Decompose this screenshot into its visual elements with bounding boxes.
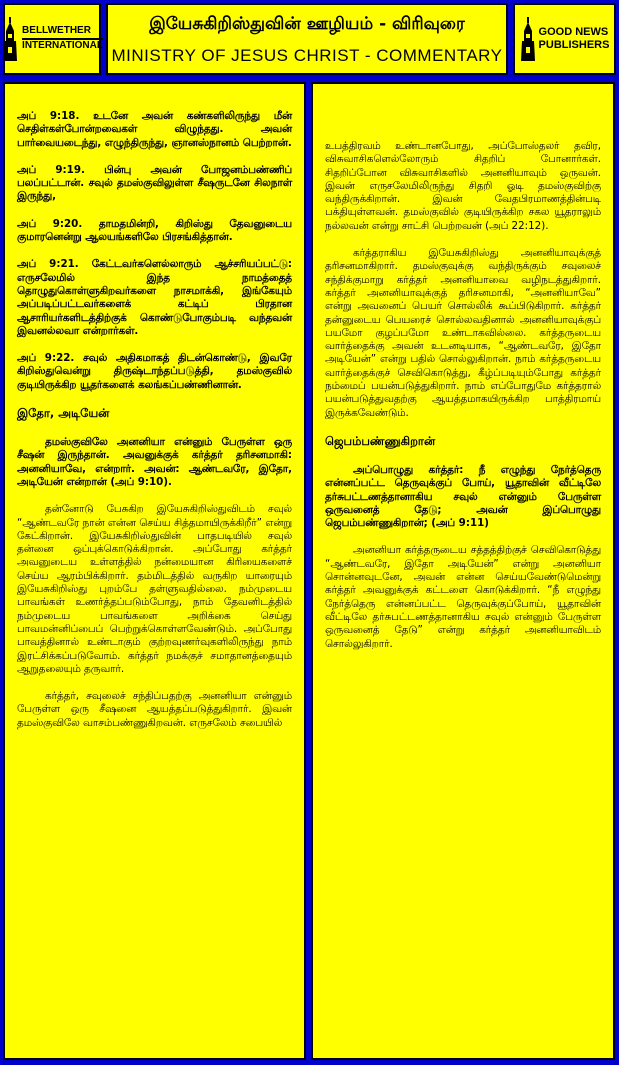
left-column (3, 82, 306, 1060)
bellwether-logo-line1: BELLWETHER (22, 25, 103, 40)
verse-9-18: அப் 9:18. உடனே அவன் கண்களிலிருந்து மீன் செதிள்கள்போன்றவைகள் விழுந்தது. அவன் பார்வையடைந்து, எழுந்திருந்து, ஞானஸ்நானம் பெற்றான். (17, 110, 292, 149)
commentary-paragraph: கர்த்தர், சவுலைச் சந்திப்பதற்கு அனனியா என்னும் பேருள்ள ஒரு சீஷனை ஆயத்தப்படுத்துகிறார். இவன் தமஸ்குவிலே வாசம்பண்ணுகிறவன். எருசலேம் சபையில் (17, 690, 292, 729)
good-news-logo-line1: GOOD NEWS (538, 26, 609, 38)
tower-icon (1, 17, 19, 61)
verse-9-21: அப் 9:21. கேட்டவர்களெல்லாரும் ஆச்சரியப்பட்டு: எருசலேமில் இந்த நாமத்தைத் தொழுதுகொள்ளுகிறவர்களை நாசமாக்கி, இங்கேயும் அப்படிப்பட்டவர்களைக் கட்டிப் பிரதான ஆசாரியர்களிடத்திற்குக் கொண்டுபோகும்படி வந்தவன் இவனல்லவா என்றார்கள். (17, 258, 292, 337)
commentary-paragraph: தன்னோடு பேசுகிற இயேசுகிறிஸ்துவிடம் சவுல் “ஆண்டவரே நான் என்ன செய்ய சித்தமாயிருக்கிறீர்” என்று கேட்கிறான். இயேசுகிறிஸ்துவின் பாதபடியில் சவுல் தன்னை ஒப்புக்கொடுக்கிறான். அப்போது கர்த்தர் அவனுடைய உள்ளத்தில் நன்மையான கிரியைகளைச் செய்ய ஆரம்பிக்கிறார். தம்மிடத்தில் வருகிற யாரையும் இயேசுகிறிஸ்து புறம்பே தள்ளுவதில்லை. நம்முடைய பாவங்கள் உணர்த்தப்படும்போது, நாம் தேவனிடத்தில் நம்முடைய பாவங்களை அறிக்கை செய்து பாவமன்னிப்பைப் பெற்றுக்கொள்ளவேண்டும். அப்போது பாவத்தினால் உண்டாகும் குற்றவுணர்வுகளிலிருந்து நாம் இரட்சிக்கப்படுவோம். கர்த்தர் நமக்குச் சமாதானத்தையும் ஆறுதலையும் தருவார். (17, 503, 292, 675)
good-news-logo (513, 3, 616, 75)
commentary-paragraph: உபத்திரவம் உண்டானபோது, அப்போஸ்தலர் தவிர, விசுவாசிகளெல்லோரும் சிதறிப் போனார்கள். சிதறிப்போன விசுவாசிகளில் அனனியாவும் ஒருவன். இவன் எருசலேமிலிருந்து சிதறி ஓடி தமஸ்குவிற்கு வந்திருக்கிறான். இவன் வேதபிரமாணத்தின்படி பக்தியுள்ளவன். தமஸ்குவில் குடியிருக்கிற சகல யூதராலும் நல்லவன் என்று சாட்சி பெற்றவன் (அப் 22:12). (325, 140, 601, 232)
bellwether-logo-line2: INTERNATIONAL (22, 40, 103, 51)
verse-9-20: அப் 9:20. தாமதமின்றி, கிறிஸ்து தேவனுடைய குமாரனென்று ஆலயங்களிலே பிரசங்கித்தான். (17, 217, 292, 244)
verse-9-19: அப் 9:19. பின்பு அவன் போஜனம்பண்ணிப் பலப்பட்டான். சவுல் தமஸ்குவிலுள்ள சீஷருடனே சிலநாள் இருந்து, (17, 163, 292, 203)
section-heading-praying: ஜெபம்பண்ணுகிறான் (325, 433, 436, 448)
key-verse-9-11: அப்பொழுது கர்த்தர்: நீ எழுந்து நேர்த்தெரு என்னப்பட்ட தெருவுக்குப் போய், யூதாவின் வீட்டிலே தர்சுபட்டணத்தானாகிய சவுல் என்னும் பேருள்ள ஒருவனைத் தேடு; அவன் இப்பொழுது ஜெபம்பண்ணுகிறான்; (அப் 9:11) (325, 463, 601, 530)
page-title-box (106, 3, 508, 75)
good-news-logo-line2: PUBLISHERS (538, 39, 610, 51)
right-column (311, 82, 615, 1060)
section-heading-here-i-am: இதோ, அடியேன் (17, 406, 110, 421)
commentary-paragraph: அனனியா கர்த்தருடைய சத்தத்திற்குச் செவிகொடுத்து “ஆண்டவரே, இதோ அடியேன்” என்று அனனியா சொன்னவுடனே, அவன் என்ன செய்யவேண்டுமென்று கர்த்தர் அவனுக்குக் கட்டளை கொடுக்கிறார். “நீ எழுந்து நேர்த்தெரு என்னப்பட்ட தெருவுக்குப்போய், யூதாவின் வீட்டிலே தர்சுபட்டணத்தானாகிய சவுல் என்னும் பேருள்ள ஒருவனைத் தேடு” என்று கர்த்தர் அனனியாவிடம் சொல்லுகிறார். (325, 544, 601, 650)
page-title-tamil: இயேசுகிறிஸ்துவின் ஊழியம் - விரிவுரை (149, 14, 465, 34)
commentary-paragraph: கர்த்தராகிய இயேசுகிறிஸ்து அனனியாவுக்குத் தரிசனமாகிறார். தமஸ்குவுக்கு வந்திருக்கும் சவுலைச் சந்திக்குமாறு கர்த்தர் அனனியாவை வழிநடத்துகிறார். கர்த்தர் அனனியாவுக்குத் தரிசனமாகி, “அனனியாவே” என்று அவனைப் பெயர் சொல்லிக் கூப்பிடுகிறார். கர்த்தர் தன்னுடைய பெயரைச் சொல்லவதினால் அனனியாவுக்குப் பயமோ குழப்பமோ உண்டாகவில்லை. கர்த்தருடைய வார்த்தைக்கு அவன் உடனடியாக, “ஆண்டவரே, இதோ அடியேன்” என்று பதில் சொல்லுகிறான். நாம் கர்த்தருடைய வார்த்தைக்குச் செவிகொடுத்து, கீழ்ப்படியும்போது கர்த்தர் நம்மைப் பயன்படுத்துகிறார். நாம் எப்போதுமே கர்த்தரால் பயன்படுத்துவதற்கு ஆயத்தமாகயிருக்கிற பாத்திரமாய் இருக்கவேண்டும். (325, 247, 601, 419)
bellwether-logo (3, 3, 101, 75)
page-title-english: MINISTRY OF JESUS CHRIST - COMMENTARY (111, 46, 503, 65)
tower-icon (520, 17, 536, 61)
key-verse-9-10: தமஸ்குவிலே அனனியா என்னும் பேருள்ள ஒரு சீஷன் இருந்தான். அவனுக்குக் கர்த்தர் தரிசனமாகி: அனனியாவே, என்றார். அவன்: ஆண்டவரே, இதோ, அடியேன் என்றான் (அப் 9:10). (17, 436, 292, 488)
verse-9-22: அப் 9:22. சவுல் அதிகமாகத் திடன்கொண்டு, இவரே கிறிஸ்துவென்று திருஷ்டாந்தப்படுத்தி, தமஸ்குவில் குடியிருக்கிற யூதர்களைக் கலங்கப்பண்ணினான். (17, 352, 292, 391)
